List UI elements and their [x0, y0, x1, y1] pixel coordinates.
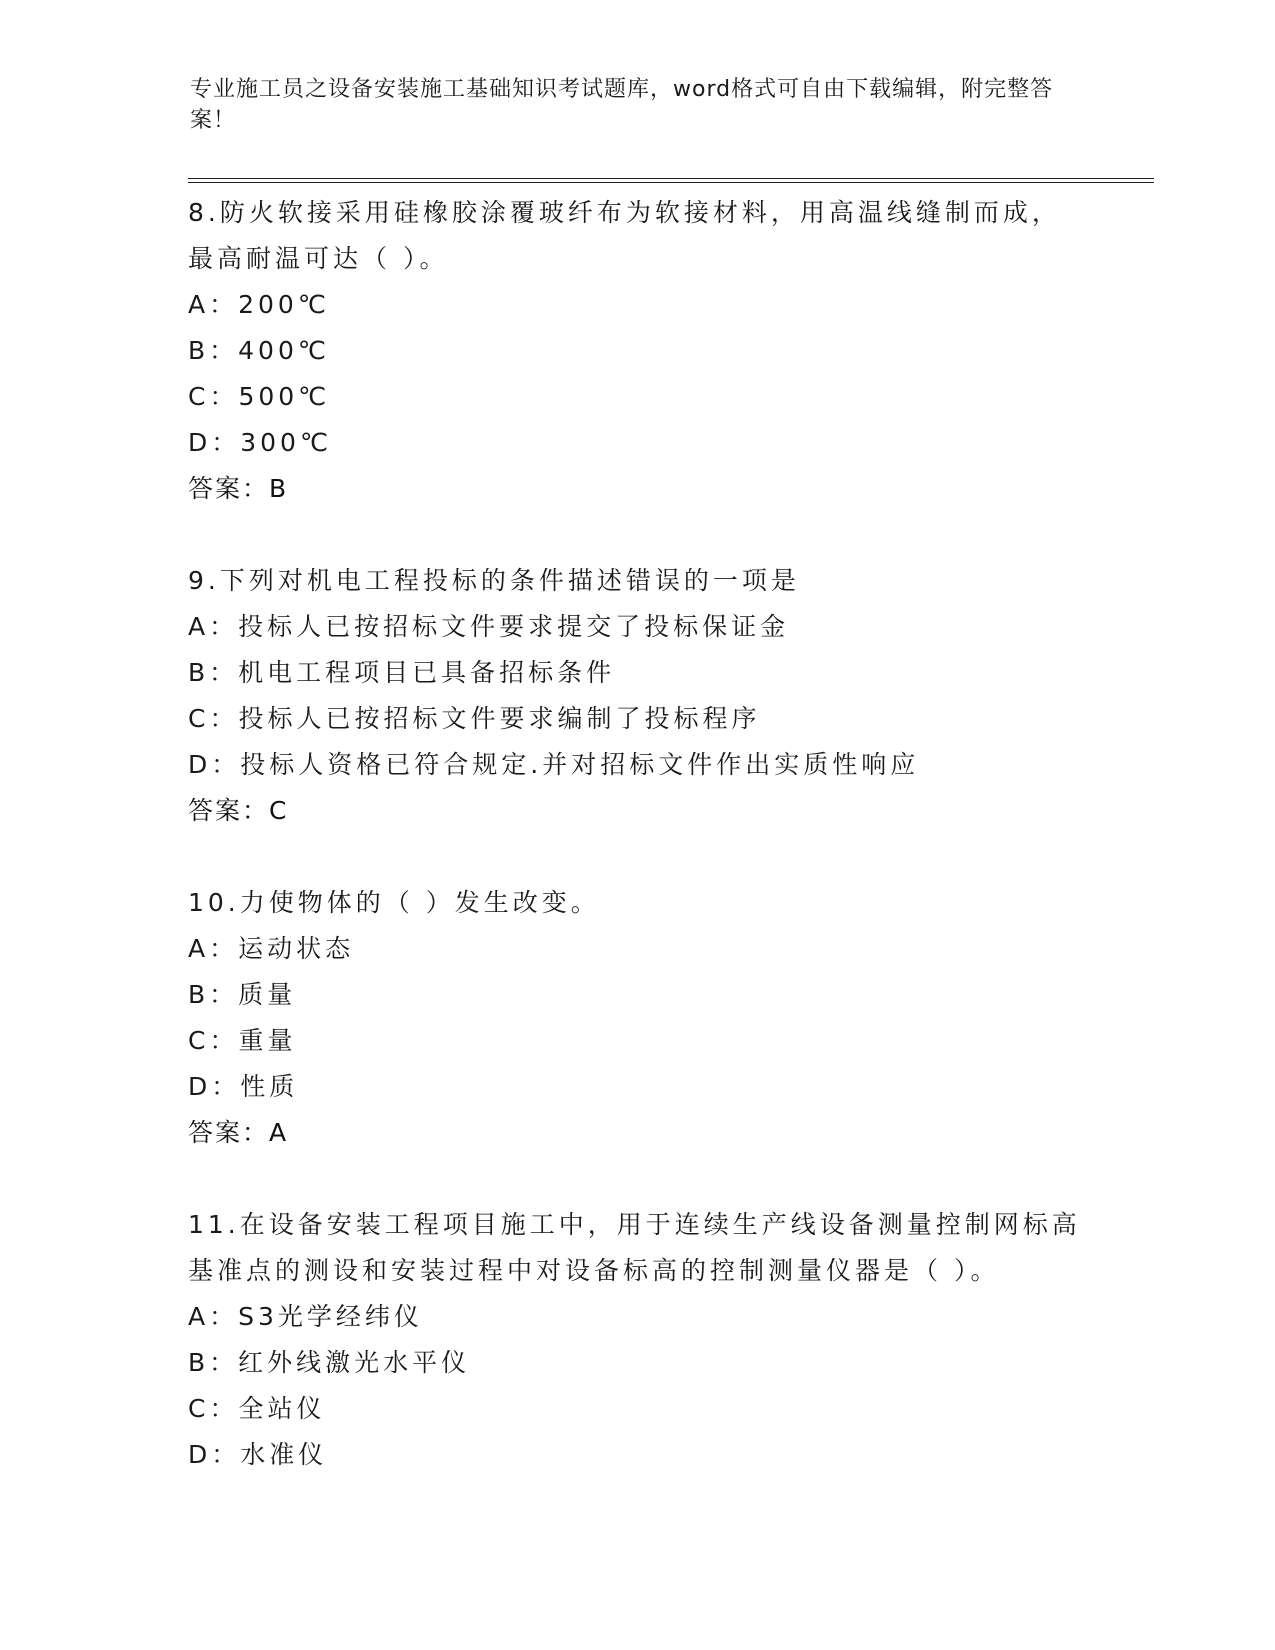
divider-line-top — [188, 178, 1154, 179]
question-8 — [188, 190, 1088, 512]
divider-line-bottom — [188, 182, 1154, 183]
question-11 — [188, 1202, 1088, 1478]
option-d: D：投标人资格已符合规定.并对招标文件作出实质性响应 — [188, 750, 920, 779]
option-a: A：投标人已按招标文件要求提交了投标保证金 — [188, 612, 790, 641]
answer: 答案：C — [188, 796, 289, 825]
question-list — [188, 190, 1088, 1478]
option-b: B：400℃ — [188, 336, 330, 365]
option-b: B：机电工程项目已具备招标条件 — [188, 658, 616, 687]
option-c: C：投标人已按招标文件要求编制了投标程序 — [188, 704, 761, 733]
header-divider — [188, 178, 1154, 184]
question-10 — [188, 880, 1088, 1156]
spacer — [188, 834, 1088, 880]
option-c: C：重量 — [188, 1026, 297, 1055]
option-a: A：运动状态 — [188, 934, 355, 963]
option-b: B：质量 — [188, 980, 297, 1009]
option-b: B：红外线激光水平仪 — [188, 1348, 471, 1377]
option-c: C：500℃ — [188, 382, 331, 411]
question-stem-continued: 最高耐温可达（ ）。 — [188, 244, 449, 273]
question-stem: 8.防火软接采用硅橡胶涂覆玻纤布为软接材料，用高温线缝制而成， — [188, 198, 1061, 227]
answer: 答案：A — [188, 1118, 289, 1147]
answer: 答案：B — [188, 474, 289, 503]
question-stem: 11.在设备安装工程项目施工中，用于连续生产线设备测量控制网标高 — [188, 1210, 1081, 1239]
option-a: A：S3光学经纬仪 — [188, 1302, 423, 1331]
document-header: 专业施工员之设备安装施工基础知识考试题库，word格式可自由下载编辑，附完整答案！ — [190, 77, 1054, 133]
option-c: C：全站仪 — [188, 1394, 326, 1423]
question-stem: 9.下列对机电工程投标的条件描述错误的一项是 — [188, 566, 800, 595]
spacer — [188, 512, 1088, 558]
question-stem-continued: 基准点的测设和安装过程中对设备标高的控制测量仪器是（ ）。 — [188, 1256, 1000, 1285]
option-d: D：性质 — [188, 1072, 299, 1101]
question-9 — [188, 558, 1088, 834]
question-stem: 10.力使物体的（ ）发生改变。 — [188, 888, 600, 917]
option-d: D：水准仪 — [188, 1440, 328, 1469]
option-d: D：300℃ — [188, 428, 333, 457]
spacer — [188, 1156, 1088, 1202]
option-a: A：200℃ — [188, 290, 330, 319]
